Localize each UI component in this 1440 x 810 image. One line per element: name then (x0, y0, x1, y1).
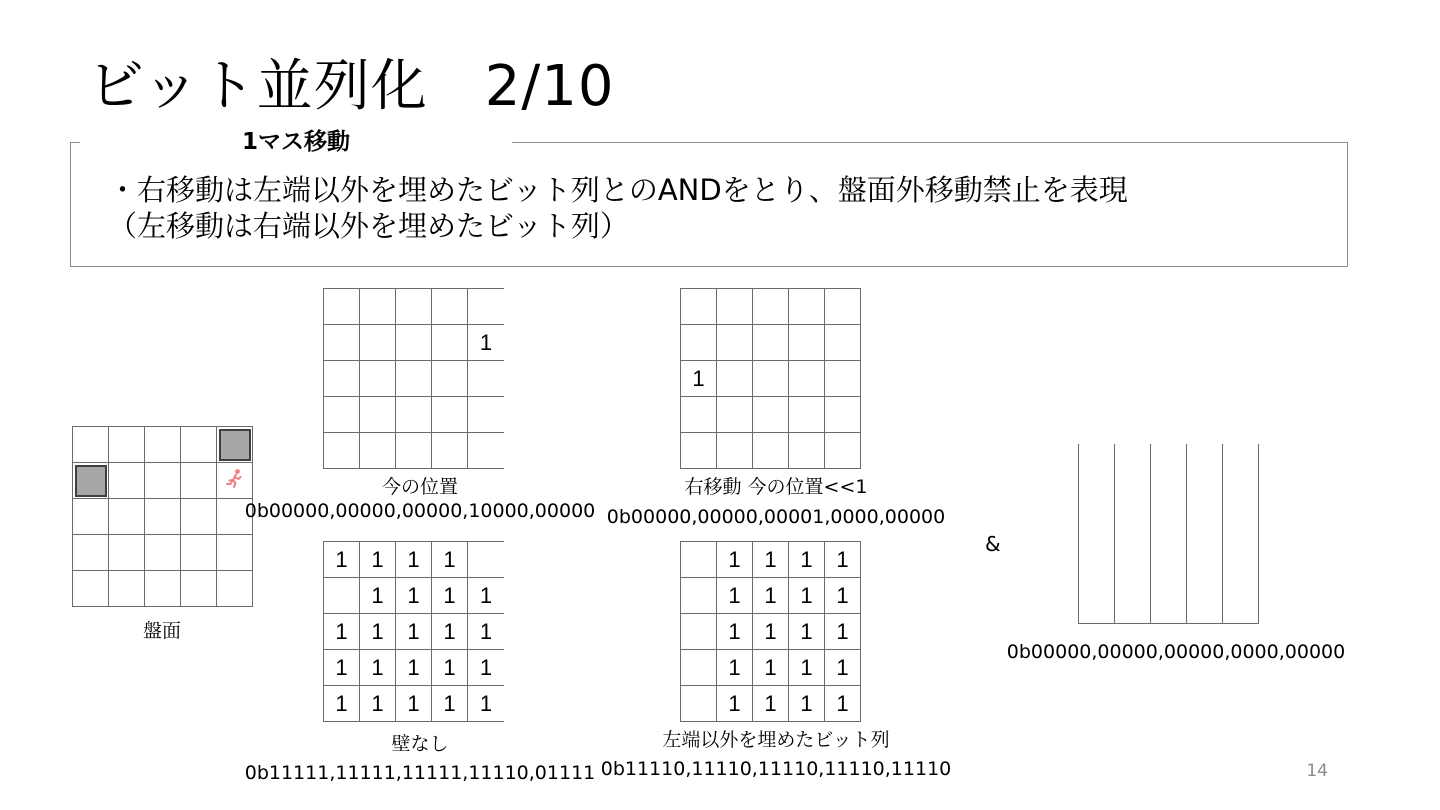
right-move-cell-r4-c0 (681, 433, 717, 469)
wall-block (219, 429, 251, 461)
result-cell-r3-c4 (1223, 552, 1259, 588)
result-cell-r2-c1 (1115, 516, 1151, 552)
no-wall-cell-r0-c4 (468, 542, 504, 578)
right-move-cell-r1-c1 (717, 325, 753, 361)
left-mask-cell-r1-c3: 1 (789, 578, 825, 614)
runner-icon (225, 468, 245, 494)
no-wall-cell-r4-c3: 1 (432, 686, 468, 722)
board-cell-r0-c0 (73, 427, 109, 463)
right-move-cell-r0-c0 (681, 289, 717, 325)
left-mask-cell-r2-c2: 1 (753, 614, 789, 650)
board-cell-r4-c3 (181, 571, 217, 607)
right-move-cell-r4-c3 (789, 433, 825, 469)
left-mask-cell-r3-c1: 1 (717, 650, 753, 686)
right-move-cell-r2-c4 (825, 361, 861, 397)
right-move-grid (680, 288, 861, 469)
current-position-cell-r2-c3 (432, 361, 468, 397)
right-move-cell-r3-c3 (789, 397, 825, 433)
result-cell-r1-c2 (1151, 480, 1187, 516)
right-move-cell-r3-c0 (681, 397, 717, 433)
right-move-cell-r0-c2 (753, 289, 789, 325)
result-cell-r0-c3 (1187, 444, 1223, 480)
left-mask-cell-r3-c0 (681, 650, 717, 686)
board-cell-r0-c2 (145, 427, 181, 463)
board-cell-r2-c2 (145, 499, 181, 535)
board-grid (72, 426, 253, 607)
result-cell-r4-c0 (1079, 588, 1115, 624)
left-mask-cell-r4-c0 (681, 686, 717, 722)
current-position-cell-r2-c0 (324, 361, 360, 397)
left-mask-cell-r0-c2: 1 (753, 542, 789, 578)
board-cell-r1-c1 (109, 463, 145, 499)
wall-block (75, 465, 107, 497)
board-label: 盤面 (142, 620, 181, 642)
page-number: 14 (1306, 761, 1328, 781)
result-cell-r4-c2 (1151, 588, 1187, 624)
no-wall-cell-r1-c2: 1 (396, 578, 432, 614)
current-position-cell-r0-c4 (468, 289, 504, 325)
right-move-cell-r2-c1 (717, 361, 753, 397)
right-move-cell-r0-c4 (825, 289, 861, 325)
left-mask-grid (680, 541, 861, 722)
current-position-cell-r1-c3 (432, 325, 468, 361)
current-position-label: 今の位置 (381, 476, 458, 498)
no-wall-cell-r1-c3: 1 (432, 578, 468, 614)
result-cell-r3-c0 (1079, 552, 1115, 588)
result-cell-r0-c4 (1223, 444, 1259, 480)
current-position-cell-r2-c1 (360, 361, 396, 397)
left-mask-cell-r4-c3: 1 (789, 686, 825, 722)
no-wall-cell-r1-c4: 1 (468, 578, 504, 614)
result-cell-r4-c4 (1223, 588, 1259, 624)
right-move-cell-r3-c4 (825, 397, 861, 433)
left-mask-cell-r1-c2: 1 (753, 578, 789, 614)
current-position-cell-r0-c2 (396, 289, 432, 325)
right-move-bits: 0b00000,00000,00001,0000,00000 (606, 506, 946, 528)
current-position-cell-r2-c2 (396, 361, 432, 397)
no-wall-bits: 0b11111,11111,11111,11110,01111 (244, 762, 596, 784)
board-cell-r0-c4 (217, 427, 253, 463)
and-operator: & (985, 532, 1001, 556)
current-position-bits: 0b00000,00000,00000,10000,00000 (244, 500, 596, 522)
left-mask-cell-r2-c0 (681, 614, 717, 650)
slide-title: ビット並列化 2/10 (88, 54, 615, 119)
current-position-cell-r3-c2 (396, 397, 432, 433)
result-cell-r1-c1 (1115, 480, 1151, 516)
result-cell-r2-c2 (1151, 516, 1187, 552)
left-mask-cell-r4-c2: 1 (753, 686, 789, 722)
no-wall-cell-r0-c0: 1 (324, 542, 360, 578)
left-mask-cell-r2-c4: 1 (825, 614, 861, 650)
result-cell-r0-c0 (1079, 444, 1115, 480)
no-wall-cell-r1-c0 (324, 578, 360, 614)
current-position-cell-r3-c1 (360, 397, 396, 433)
no-wall-cell-r3-c2: 1 (396, 650, 432, 686)
left-mask-label: 左端以外を埋めたビット列 (662, 729, 890, 751)
no-wall-cell-r4-c1: 1 (360, 686, 396, 722)
board-cell-r4-c4 (217, 571, 253, 607)
right-move-cell-r1-c0 (681, 325, 717, 361)
right-move-cell-r2-c2 (753, 361, 789, 397)
current-position-cell-r0-c0 (324, 289, 360, 325)
right-move-cell-r3-c2 (753, 397, 789, 433)
left-mask-bits: 0b11110,11110,11110,11110,11110 (600, 758, 952, 780)
current-position-cell-r2-c4 (468, 361, 504, 397)
result-cell-r4-c3 (1187, 588, 1223, 624)
result-cell-r1-c0 (1079, 480, 1115, 516)
current-position-cell-r3-c3 (432, 397, 468, 433)
board-cell-r2-c1 (109, 499, 145, 535)
no-wall-cell-r1-c1: 1 (360, 578, 396, 614)
current-position-cell-r0-c1 (360, 289, 396, 325)
right-move-cell-r4-c4 (825, 433, 861, 469)
current-position-cell-r1-c0 (324, 325, 360, 361)
no-wall-cell-r2-c2: 1 (396, 614, 432, 650)
left-mask-cell-r3-c3: 1 (789, 650, 825, 686)
no-wall-cell-r3-c4: 1 (468, 650, 504, 686)
board-cell-r0-c3 (181, 427, 217, 463)
left-mask-cell-r1-c1: 1 (717, 578, 753, 614)
board-cell-r1-c2 (145, 463, 181, 499)
no-wall-cell-r3-c1: 1 (360, 650, 396, 686)
no-wall-cell-r2-c0: 1 (324, 614, 360, 650)
result-cell-r2-c4 (1223, 516, 1259, 552)
right-move-cell-r4-c2 (753, 433, 789, 469)
result-cell-r2-c3 (1187, 516, 1223, 552)
current-position-cell-r4-c4 (468, 433, 504, 469)
no-wall-cell-r0-c2: 1 (396, 542, 432, 578)
left-mask-cell-r2-c1: 1 (717, 614, 753, 650)
no-wall-cell-r4-c2: 1 (396, 686, 432, 722)
right-move-cell-r0-c3 (789, 289, 825, 325)
no-wall-label: 壁なし (391, 733, 449, 755)
right-move-label: 右移動 今の位置<<1 (684, 476, 868, 498)
left-mask-cell-r2-c3: 1 (789, 614, 825, 650)
current-position-cell-r4-c2 (396, 433, 432, 469)
result-cell-r3-c1 (1115, 552, 1151, 588)
left-mask-cell-r4-c1: 1 (717, 686, 753, 722)
no-wall-cell-r4-c4: 1 (468, 686, 504, 722)
callout-heading: 1マス移動 (80, 124, 512, 160)
callout-line-1: ・右移動は左端以外を埋めたビット列とのANDをとり、盤面外移動禁止を表現 (108, 173, 1128, 207)
current-position-cell-r4-c1 (360, 433, 396, 469)
result-cell-r0-c1 (1115, 444, 1151, 480)
current-position-cell-r4-c3 (432, 433, 468, 469)
board-cell-r4-c2 (145, 571, 181, 607)
board-cell-r1-c0 (73, 463, 109, 499)
result-cell-r3-c2 (1151, 552, 1187, 588)
right-move-cell-r0-c1 (717, 289, 753, 325)
current-position-cell-r1-c4: 1 (468, 325, 504, 361)
result-cell-r4-c1 (1115, 588, 1151, 624)
no-wall-grid (323, 541, 504, 722)
result-cell-r3-c3 (1187, 552, 1223, 588)
current-position-cell-r1-c2 (396, 325, 432, 361)
left-mask-cell-r1-c0 (681, 578, 717, 614)
result-cell-r1-c3 (1187, 480, 1223, 516)
board-cell-r0-c1 (109, 427, 145, 463)
left-mask-cell-r3-c4: 1 (825, 650, 861, 686)
left-mask-cell-r0-c4: 1 (825, 542, 861, 578)
left-mask-cell-r4-c4: 1 (825, 686, 861, 722)
current-position-cell-r3-c4 (468, 397, 504, 433)
no-wall-cell-r2-c1: 1 (360, 614, 396, 650)
result-cell-r2-c0 (1079, 516, 1115, 552)
board-cell-r3-c2 (145, 535, 181, 571)
right-move-cell-r4-c1 (717, 433, 753, 469)
result-cell-r0-c2 (1151, 444, 1187, 480)
current-position-cell-r3-c0 (324, 397, 360, 433)
left-mask-cell-r3-c2: 1 (753, 650, 789, 686)
current-position-cell-r0-c3 (432, 289, 468, 325)
current-position-cell-r1-c1 (360, 325, 396, 361)
current-position-cell-r4-c0 (324, 433, 360, 469)
board-cell-r2-c0 (73, 499, 109, 535)
no-wall-cell-r0-c3: 1 (432, 542, 468, 578)
board-cell-r3-c1 (109, 535, 145, 571)
left-mask-cell-r0-c1: 1 (717, 542, 753, 578)
result-cell-r1-c4 (1223, 480, 1259, 516)
no-wall-cell-r3-c3: 1 (432, 650, 468, 686)
right-move-cell-r1-c2 (753, 325, 789, 361)
right-move-cell-r3-c1 (717, 397, 753, 433)
result-grid (1078, 444, 1259, 624)
current-position-grid (323, 288, 504, 469)
board-cell-r3-c3 (181, 535, 217, 571)
board-cell-r4-c1 (109, 571, 145, 607)
no-wall-cell-r0-c1: 1 (360, 542, 396, 578)
left-mask-cell-r0-c0 (681, 542, 717, 578)
no-wall-cell-r2-c3: 1 (432, 614, 468, 650)
board-cell-r2-c3 (181, 499, 217, 535)
right-move-cell-r2-c3 (789, 361, 825, 397)
board-cell-r3-c4 (217, 535, 253, 571)
left-mask-cell-r0-c3: 1 (789, 542, 825, 578)
board-cell-r4-c0 (73, 571, 109, 607)
right-move-cell-r1-c4 (825, 325, 861, 361)
no-wall-cell-r3-c0: 1 (324, 650, 360, 686)
right-move-cell-r2-c0: 1 (681, 361, 717, 397)
board-cell-r1-c3 (181, 463, 217, 499)
board-cell-r3-c0 (73, 535, 109, 571)
result-bits: 0b00000,00000,00000,0000,00000 (1006, 641, 1346, 663)
left-mask-cell-r1-c4: 1 (825, 578, 861, 614)
no-wall-cell-r4-c0: 1 (324, 686, 360, 722)
callout-line-2: （左移動は右端以外を埋めたビット列） (108, 209, 629, 243)
no-wall-cell-r2-c4: 1 (468, 614, 504, 650)
board-cell-r1-c4 (217, 463, 253, 499)
right-move-cell-r1-c3 (789, 325, 825, 361)
